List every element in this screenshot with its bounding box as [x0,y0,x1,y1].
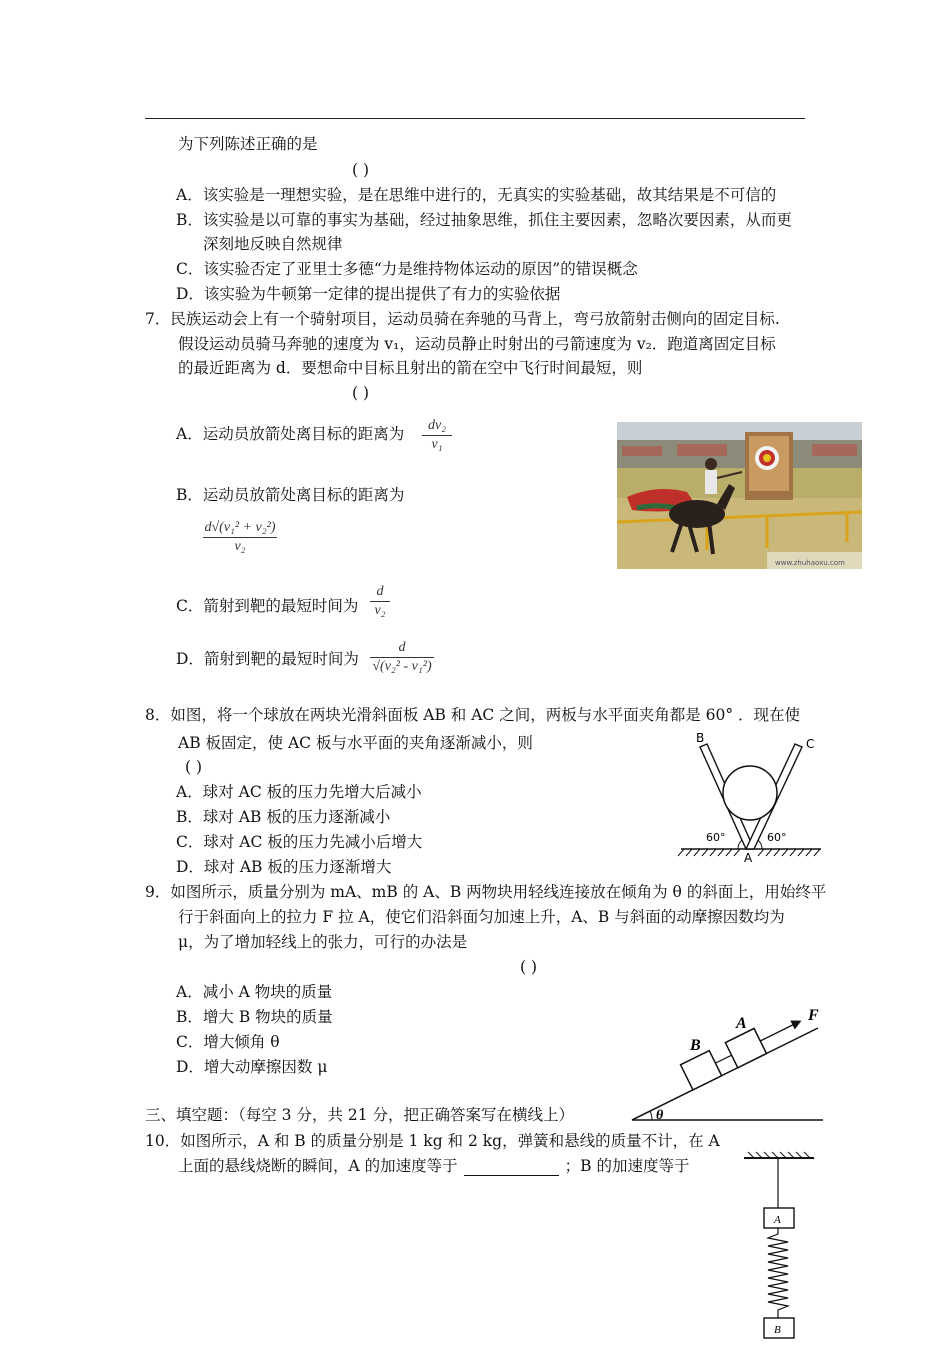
q10-stem-line2 [178,1156,689,1176]
q9-stem-line1: 9．如图所示，质量分别为 mA、mB 的 A、B 两物块用轻线连接放在倾角为 θ 的斜面上，用始终平 [145,883,827,901]
q6-option-d: D．该实验为牛顿第一定律的提出提供了有力的实验依据 [176,285,561,303]
q6-option-a: A．该实验是一理想实验，是在思维中进行的，无真实的实验基础，故其结果是不可信的 [176,186,777,204]
q8-option-b: B．球对 AB 板的压力逐渐减小 [176,808,391,826]
header-rule [145,118,805,119]
q9-label-b: B [690,1037,701,1054]
q7-option-b: B．运动员放箭处离目标的距离为 [176,486,405,504]
q6-option-c: C．该实验否定了亚里士多德“力是维持物体运动的原因”的错误概念 [176,260,638,278]
q7-b-denominator: v₂ [234,539,246,554]
q10-label-b: B [774,1324,781,1336]
q8-stem-line2: AB 板固定，使 AC 板与水平面的夹角逐渐减小，则 [178,734,533,752]
q8-label-b: B [696,731,705,745]
q7-option-c: C．箭射到靶的最短时间为 [176,597,359,615]
q7-c-denominator: v₂ [374,603,386,618]
q8-label-a: A [744,851,753,865]
q7-stem-line1: 7．民族运动会上有一个骑射项目，运动员骑在奔驰的马背上，弯弓放箭射击侧向的固定目标. [145,310,780,328]
q9-option-d: D．增大动摩擦因数 μ [176,1058,328,1076]
q10-stem-part1: 上面的悬线烧断的瞬间，A 的加速度等于 [178,1157,458,1175]
q10-stem-part2: ；B 的加速度等于 [564,1157,690,1175]
q9-answer-paren: ( ) [520,958,538,976]
q7-d-denominator: √(v₂² - v₁²) [372,659,432,674]
q9-label-f: F [808,1007,819,1024]
q7-stem-line3: 的最近距离为 d．要想命中目标且射出的箭在空中飞行时间最短，则 [178,359,643,377]
section-3-heading: 三、填空题：（每空 3 分，共 21 分，把正确答案写在横线上） [145,1106,575,1124]
q8-ball-between-plates-diagram [676,728,826,868]
q7-d-numerator: d [398,640,406,655]
q9-option-c: C．增大倾角 θ [176,1033,280,1051]
q7-option-a: A．运动员放箭处离目标的距离为 [176,425,405,443]
q7-option-d: D．箭射到靶的最短时间为 [176,650,359,668]
q10-answer-blank-a[interactable] [464,1159,559,1176]
q7-a-numerator: dv₂ [427,418,447,433]
q6-intro: 为下列陈述正确的是 [178,135,318,153]
q8-option-a: A．球对 AC 板的压力先增大后减小 [176,783,422,801]
q8-stem-line1: 8．如图，将一个球放在两块光滑斜面板 AB 和 AC 之间，两板与水平面夹角都是 60° ．现在使 [145,706,801,724]
q10-stem-line1: 10．如图所示，A 和 B 的质量分别是 1 kg 和 2 kg，弹簧和悬线的质量不计，在 A [145,1132,720,1150]
q7-option-c-fraction [370,584,390,619]
q8-answer-paren: ( ) [185,758,203,776]
q9-label-theta: θ [656,1108,664,1123]
photo-watermark: www.zhuhaoxu.com [775,559,845,567]
q6-option-b: B．该实验是以可靠的事实为基础，经过抽象思维，抓住主要因素，忽略次要因素，从而更 [176,211,792,229]
q6-answer-paren: ( ) [352,161,370,179]
q7-option-a-fraction [422,418,452,453]
q7-option-d-fraction [370,640,434,675]
q8-label-c: C [806,737,815,751]
q9-option-b: B．增大 B 物块的质量 [176,1008,333,1026]
q7-option-b-fraction [203,520,277,555]
q9-stem-line2: 行于斜面向上的拉力 F 拉 A，使它们沿斜面匀加速上升，A、B 与斜面的动摩擦因数均为 [178,908,785,926]
q8-option-d: D．球对 AB 板的压力逐渐增大 [176,858,392,876]
q8-angle-right: 60° [767,831,787,844]
q8-angle-left: 60° [706,831,726,844]
q6-option-b-cont: 深刻地反映自然规律 [203,235,343,253]
q10-spring-masses-diagram [738,1150,818,1350]
q7-b-numerator: d√(v₁² + v₂²) [204,520,276,535]
q7-stem-line2: 假设运动员骑马奔驰的速度为 v₁，运动员静止时射出的弓箭速度为 v₂．跑道离固定目标 [178,335,776,353]
q7-c-numerator: d [376,584,384,599]
q9-label-a: A [736,1015,747,1032]
q9-stem-line3: μ，为了增加轻线上的张力，可行的办法是 [178,933,468,951]
q8-option-c: C．球对 AC 板的压力先减小后增大 [176,833,423,851]
q9-option-a: A．减小 A 物块的质量 [176,983,333,1001]
q7-answer-paren: ( ) [352,384,370,402]
q9-incline-blocks-diagram [628,1002,828,1122]
q7-a-denominator: v₁ [431,437,443,452]
q10-label-a: A [774,1214,781,1226]
horse-archery-photo [617,422,862,569]
